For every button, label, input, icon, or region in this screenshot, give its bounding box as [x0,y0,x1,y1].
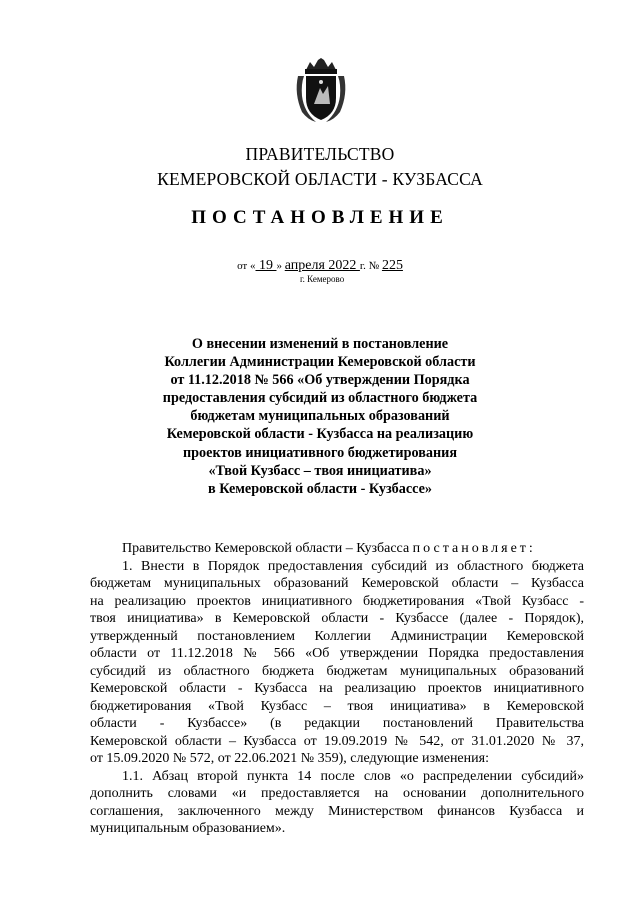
body-line: от 15.09.2020 № 572, от 22.06.2021 № 359), следующие изменения: [90,751,489,766]
crown-shape [306,58,336,70]
body-line: Кемеровской области – Кузбасса от 19.09.2019 № 542, от 31.01.2020 № 37, [90,733,584,749]
body-line: Кемеровской области - Кузбасса на реализацию проектов инициативного [90,681,584,696]
date-line [0,258,640,274]
body-line: 1. Внести в Порядок предоставления субсидий из областного бюджета [122,558,584,574]
intro-line [90,540,584,558]
body-line: области от 11.12.2018 № 566 «Об утверждении Порядка предоставления [90,646,584,661]
date-mid: » [276,260,285,272]
body-line: бюджетирования «Твой Кузбасс – твоя инициатива» в Кемеровской [90,698,584,714]
date-prefix: от « [237,260,256,272]
heading-line: «Твой Кузбасс – твоя инициатива» [208,462,432,479]
document-number: 225 [381,258,403,273]
document-heading [110,335,530,498]
date-month-year: апреля 2022 [284,258,360,273]
intro-prefix: Правительство Кемеровской области – Кузбасса [122,541,413,556]
body-line: бюджетам муниципальных образований Кемеровской области – Кузбасса [90,576,584,591]
heading-line: от 11.12.2018 № 566 «Об утверждении Порядка [170,372,470,389]
intro-suffix: : [528,541,533,556]
crown-band [305,69,337,74]
heading-line: О внесении изменений в постановление [191,336,449,352]
date-day: 19 [255,258,277,273]
kuzbass-coat-of-arms-icon [292,58,350,124]
body-line: соглашения, заключенного между Министерством финансов Кузбасса и [90,803,584,819]
heading-line: бюджетам муниципальных образований [190,408,450,425]
document-type: ПОСТАНОВЛЕНИЕ [191,207,449,228]
intro-spaced-word: постановляет [412,541,529,556]
body-line: утвержденный постановлением Коллегии Администрации Кемеровской [90,628,584,644]
body-line: дополнить словами «и предоставляется на основании дополнительного [90,786,584,801]
heading-line: Кемеровской области - Кузбасса на реализацию [166,426,474,443]
city: г. Кемерово [300,274,345,284]
body-line: субсидий из областного бюджета бюджетам муниципальных образований [90,663,584,679]
body-line: области - Кузбассе» (в редакции постановлений Правительства [90,716,584,731]
heading-line: в Кемеровской области - Кузбассе» [208,480,432,497]
date-year-suffix: г. № [359,260,382,272]
heading-line: предоставления субсидий из областного бюджета [162,390,478,407]
body-line: 1.1. Абзац второй пункта 14 после слов «о распределении субсидий» [122,768,584,784]
shield-star [319,80,323,84]
org-name-line1: ПРАВИТЕЛЬСТВО [245,144,395,164]
body-line: твоя инициатива» в Кемеровской области - Кузбассе (далее - Порядок), [90,611,584,626]
heading-line: проектов инициативного бюджетирования [182,444,457,461]
org-name-line2: КЕМЕРОВСКОЙ ОБЛАСТИ - КУЗБАССА [157,169,483,189]
heading-line: Коллегии Администрации Кемеровской области [164,354,476,371]
document-body [90,540,584,838]
body-line: муниципальным образованием». [90,821,286,836]
body-line: на реализацию проектов инициативного бюджетирования «Твой Кузбасс - [90,593,584,609]
